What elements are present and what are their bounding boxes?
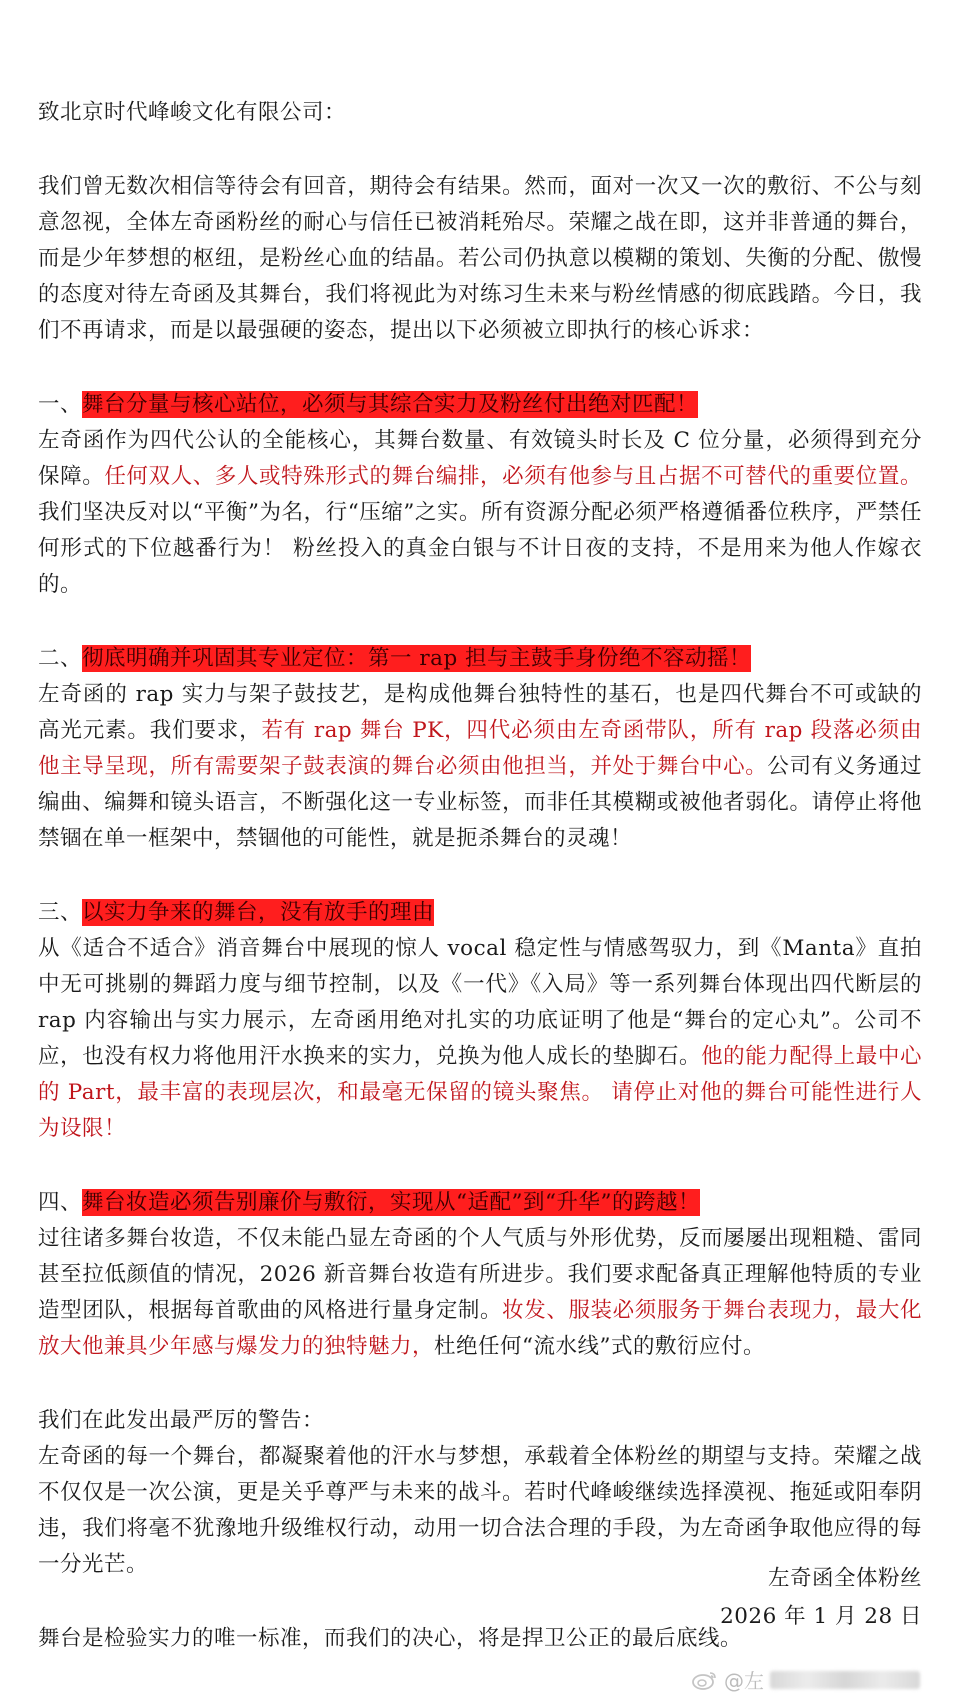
- section-demand-text: 妆发、服装必须服务于舞台表现力，最大化放大他兼具少年感与爆发力的独特魅力，: [38, 1298, 922, 1359]
- section-heading-highlight: 以实力争来的舞台，没有放手的理由: [82, 900, 435, 925]
- section-3: [38, 895, 922, 1147]
- section-text: 从《适合不适合》消音舞台中展现的惊人 vocal 稳定性与情感驾驭力，到《Manta》直拍中无可挑剔的舞蹈力度与细节控制，以及《一代》《入局》等一系列舞台体现出四代断层的 rap 内容输出与实力展示，左奇函用绝对扎实的功底证明了他是“舞台的定心丸”。公司不应，也没有权力将他用汗水换来的实力，兑换为他人成长的垫脚石。: [38, 936, 922, 1069]
- section-body: [38, 677, 922, 857]
- weibo-watermark: [692, 1665, 920, 1694]
- section-heading: [38, 387, 922, 423]
- section-4: [38, 1185, 922, 1365]
- section-demand-text: 任何双人、多人或特殊形式的舞台编排，必须有他参与且占据不可替代的重要位置。: [104, 464, 922, 489]
- section-number: 四、: [38, 1190, 83, 1215]
- watermark-handle: @左: [724, 1669, 764, 1693]
- section-text: 左奇函作为四代公认的全能核心，其舞台数量、有效镜头时长及 C 位分量，必须得到充分保障。: [38, 428, 922, 489]
- section-text: 杜绝任何“流水线”式的敷衍应付。: [434, 1334, 766, 1359]
- section-heading: [38, 641, 922, 677]
- warning-paragraph: 左奇函的每一个舞台，都凝聚着他的汗水与梦想，承载着全体粉丝的期望与支持。荣耀之战不仅仅是一次公演，更是关乎尊严与未来的战斗。若时代峰峻继续选择漠视、拖延或阳奉阴违，我们将毫不犹豫地升级维权行动，动用一切合法合理的手段，为左奇函争取他应得的每一分光芒。: [38, 1444, 922, 1577]
- section-body: [38, 931, 922, 1147]
- signature: 左奇函全体粉丝: [767, 1566, 922, 1591]
- closing-paragraph: 舞台是检验实力的唯一标准，而我们的决心，将是捍卫公正的最后底线。: [38, 1626, 743, 1651]
- section-heading-highlight: 彻底明确并巩固其专业定位：第一 rap 担与主鼓手身份绝不容动摇！: [82, 646, 752, 671]
- section-demand-text: 若有 rap 舞台 PK，四代必须由左奇函带队，所有 rap 段落必须由他主导呈现，所有需要架子鼓表演的舞台必须由他担当，并处于舞台中心。: [38, 718, 922, 779]
- letter-body: [38, 95, 922, 1657]
- weibo-icon: [692, 1670, 718, 1690]
- blurred-username: [770, 1671, 920, 1689]
- letter-date: 2026 年 1 月 28 日: [720, 1604, 922, 1629]
- section-number: 一、: [38, 392, 83, 417]
- section-heading-highlight: 舞台妆造必须告别廉价与敷衍，实现从“适配”到“升华”的跨越！: [82, 1190, 700, 1215]
- section-text: 左奇函的 rap 实力与架子鼓技艺，是构成他舞台独特性的基石，也是四代舞台不可或缺的高光元素。我们要求，: [38, 682, 922, 743]
- section-demand-text: 他的能力配得上最中心的 Part，最丰富的表现层次，和最毫无保留的镜头聚焦。 请停止对他的舞台可能性进行人为设限！: [38, 1044, 922, 1141]
- section-text: 公司有义务通过编曲、编舞和镜头语言，不断强化这一专业标签，而非任其模糊或被他者弱化。请停止将他禁锢在单一框架中，禁锢他的可能性，就是扼杀舞台的灵魂！: [38, 754, 922, 851]
- section-heading: [38, 895, 922, 931]
- section-2: [38, 641, 922, 857]
- section-body: [38, 1221, 922, 1365]
- intro-paragraph: 我们曾无数次相信等待会有回音，期待会有结果。然而，面对一次又一次的敷衍、不公与刻意忽视，全体左奇函粉丝的耐心与信任已被消耗殆尽。荣耀之战在即，这并非普通的舞台，而是少年梦想的枢纽，是粉丝心血的结晶。若公司仍执意以模糊的策划、失衡的分配、傲慢的态度对待左奇函及其舞台，我们将视此为对练习生未来与粉丝情感的彻底践踏。今日，我们不再请求，而是以最强硬的姿态，提出以下必须被立即执行的核心诉求：: [38, 174, 922, 343]
- salutation: 致北京时代峰峻文化有限公司：: [38, 100, 347, 125]
- section-text: 过往诸多舞台妆造，不仅未能凸显左奇函的个人气质与外形优势，反而屡屡出现粗糙、雷同甚至拉低颜值的情况，2026 新音舞台妆造有所进步。我们要求配备真正理解他特质的专业造型团队，根据每首歌曲的风格进行量身定制。: [38, 1226, 922, 1323]
- section-text: 我们坚决反对以“平衡”为名，行“压缩”之实。所有资源分配必须严格遵循番位秩序，严禁任何形式的下位越番行为！ 粉丝投入的真金白银与不计日夜的支持，不是用来为他人作嫁衣的。: [38, 500, 922, 597]
- section-heading-highlight: 舞台分量与核心站位，必须与其综合实力及粉丝付出绝对匹配！: [82, 392, 699, 417]
- section-number: 二、: [38, 646, 83, 671]
- signature-block: [720, 1560, 922, 1636]
- section-body: [38, 423, 922, 603]
- section-1: [38, 387, 922, 603]
- warning-title: 我们在此发出最严厉的警告：: [38, 1408, 325, 1433]
- section-number: 三、: [38, 900, 83, 925]
- section-heading: [38, 1185, 922, 1221]
